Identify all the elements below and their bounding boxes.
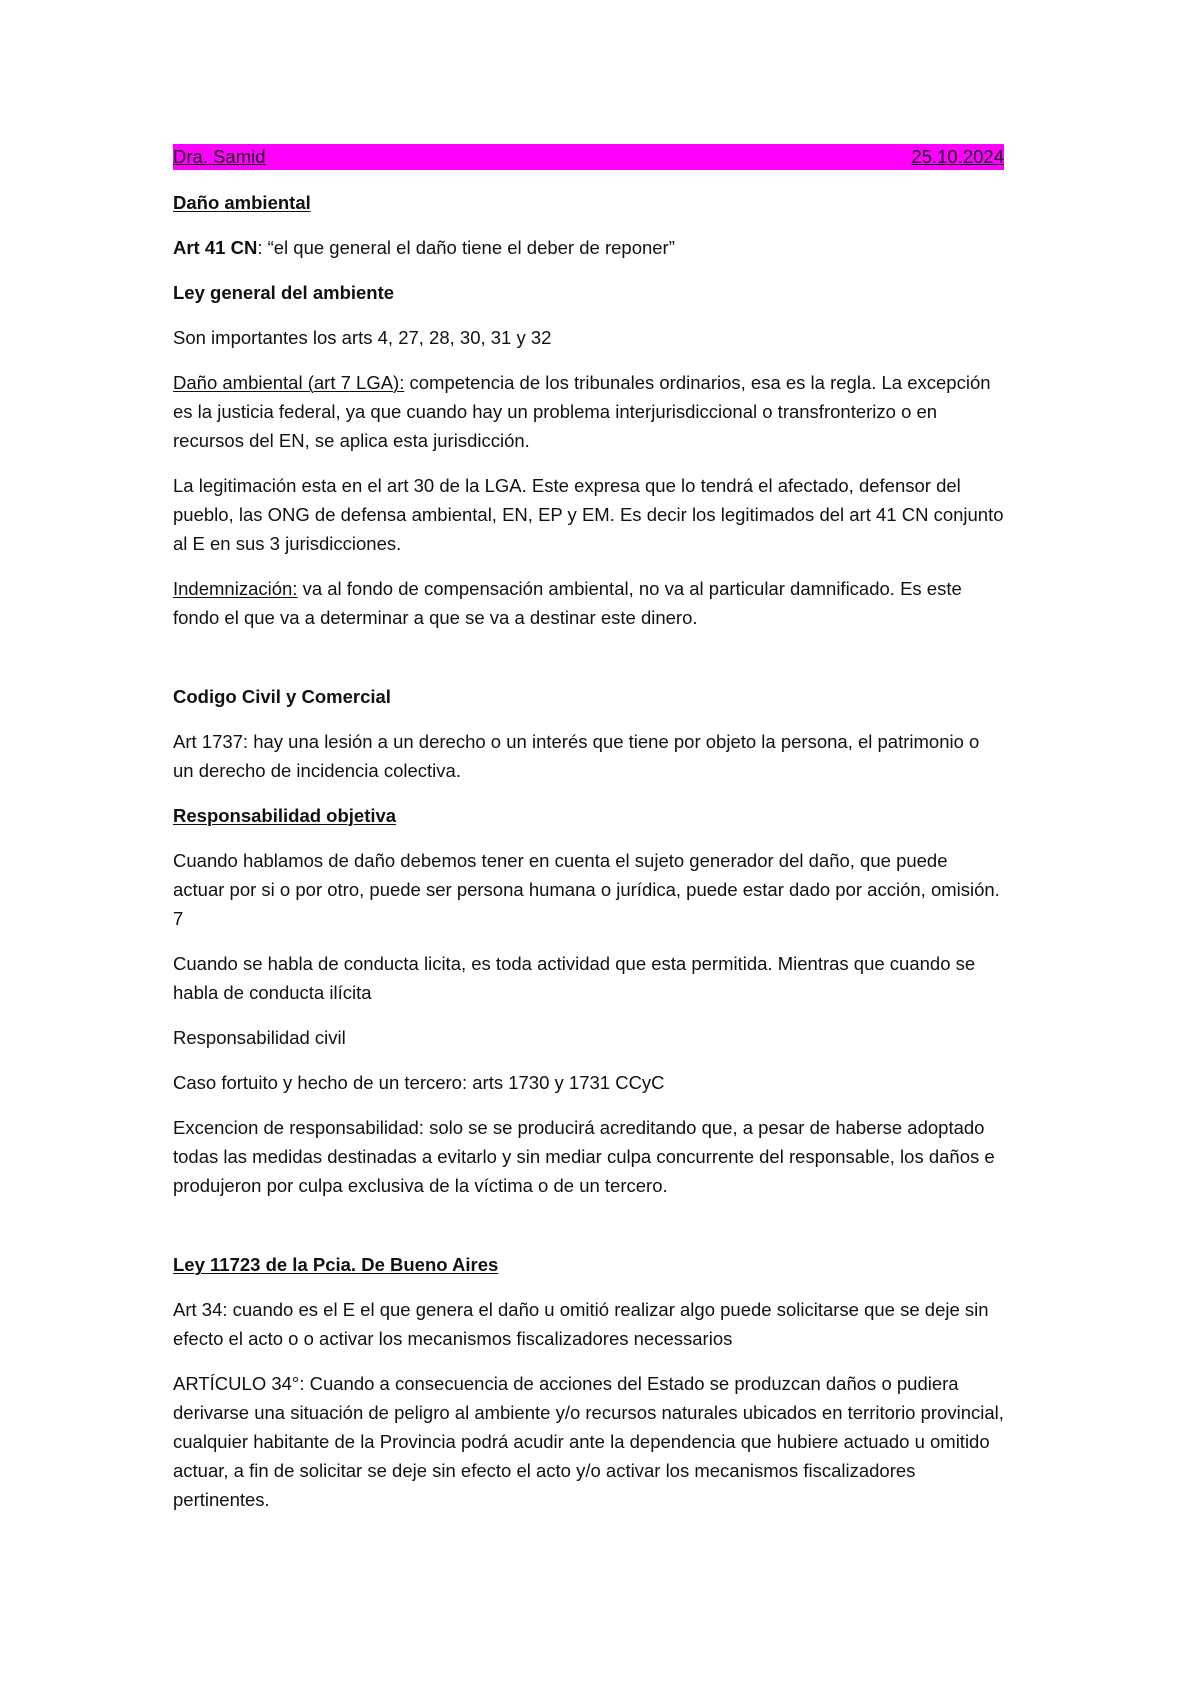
paragraph-conducta: Cuando se habla de conducta licita, es toda actividad que esta permitida. Mientras que cuando se habla de conducta ilícita	[173, 953, 976, 1003]
heading-ley-general: Ley general del ambiente	[173, 282, 395, 303]
spacer	[173, 1216, 1004, 1250]
heading-ley11723-wrap	[173, 1250, 1004, 1279]
section-title	[173, 188, 1004, 217]
highlighted-header	[173, 144, 1004, 170]
paragraph-art34: Art 34: cuando es el E el que genera el daño u omitió realizar algo puede solicitarse que se deje sin efecto el acto o o activar los mecanismos fiscalizadores necessarios	[173, 1299, 989, 1349]
paragraph-legitimacion: La legitimación esta en el art 30 de la LGA. Este expresa que lo tendrá el afectado, defensor del pueblo, las ONG de defensa ambiental, EN, EP y EM. Es decir los legitimados del art 41 CN conjunto al E en sus 3 jurisdicciones.	[173, 475, 1004, 554]
heading-codigo-civil: Codigo Civil y Comercial	[173, 686, 391, 707]
art41-text: : “el que general el daño tiene el deber de reponer”	[257, 237, 675, 258]
paragraph-caso-fortuito: Caso fortuito y hecho de un tercero: arts 1730 y 1731 CCyC	[173, 1072, 665, 1093]
document-body	[173, 144, 1004, 1514]
dano-ambiental-text: competencia de los tribunales ordinarios, esa es la regla. La excepción es la justicia federal, ya que cuando hay un problema interjurisdiccional o transfronterizo o en recursos del EN, se aplica esta jurisdicción.	[173, 372, 991, 451]
author-name: Dra. Samid	[173, 146, 266, 167]
paragraph-articulo34: ARTÍCULO 34°: Cuando a consecuencia de acciones del Estado se produzcan daños o pudiera derivarse una situación de peligro al ambiente y/o recursos naturales ubicados en territorio provincial, cualquier habitante de la Provincia podrá acudir ante la dependencia que hubiere actuado u omitido actuar, a fin de solicitar se deje sin efecto el acto y/o activar los mecanismos fiscalizadores pertinentes.	[173, 1373, 1004, 1510]
heading-resp-objetiva-wrap	[173, 801, 1004, 830]
document-date: 25.10.2024	[911, 146, 1004, 167]
paragraph-art1737: Art 1737: hay una lesión a un derecho o un interés que tiene por objeto la persona, el patrimonio o un derecho de incidencia colectiva.	[173, 731, 980, 781]
paragraph-cuando-hablamos: Cuando hablamos de daño debemos tener en cuenta el sujeto generador del daño, que puede actuar por si o por otro, puede ser persona humana o jurídica, puede estar dado por acción, omisión. 7	[173, 850, 1000, 929]
spacer	[173, 648, 1004, 682]
indemnizacion-text: va al fondo de compensación ambiental, no va al particular damnificado. Es este fondo el que va a determinar a que se va a destinar este dinero.	[173, 578, 962, 628]
paragraph-resp-civil: Responsabilidad civil	[173, 1027, 346, 1048]
heading-ley11723: Ley 11723 de la Pcia. De Bueno Aires	[173, 1254, 499, 1275]
paragraph-excencion: Excencion de responsabilidad: solo se se producirá acreditando que, a pesar de haberse adoptado todas las medidas destinadas a evitarlo y sin mediar culpa concurrente del responsable, los daños e produjeron por culpa exclusiva de la víctima o de un tercero.	[173, 1117, 995, 1196]
title-dano-ambiental: Daño ambiental	[173, 192, 311, 213]
indemnizacion-label: Indemnización:	[173, 578, 298, 599]
heading-resp-objetiva: Responsabilidad objetiva	[173, 805, 397, 826]
art41-label: Art 41 CN	[173, 237, 258, 258]
paragraph-arts-importantes: Son importantes los arts 4, 27, 28, 30, 31 y 32	[173, 327, 552, 348]
paragraph-dano-ambiental	[173, 368, 1004, 455]
paragraph-art41	[173, 233, 1004, 262]
paragraph-indemnizacion	[173, 574, 1004, 632]
dano-ambiental-label: Daño ambiental (art 7 LGA):	[173, 372, 405, 393]
